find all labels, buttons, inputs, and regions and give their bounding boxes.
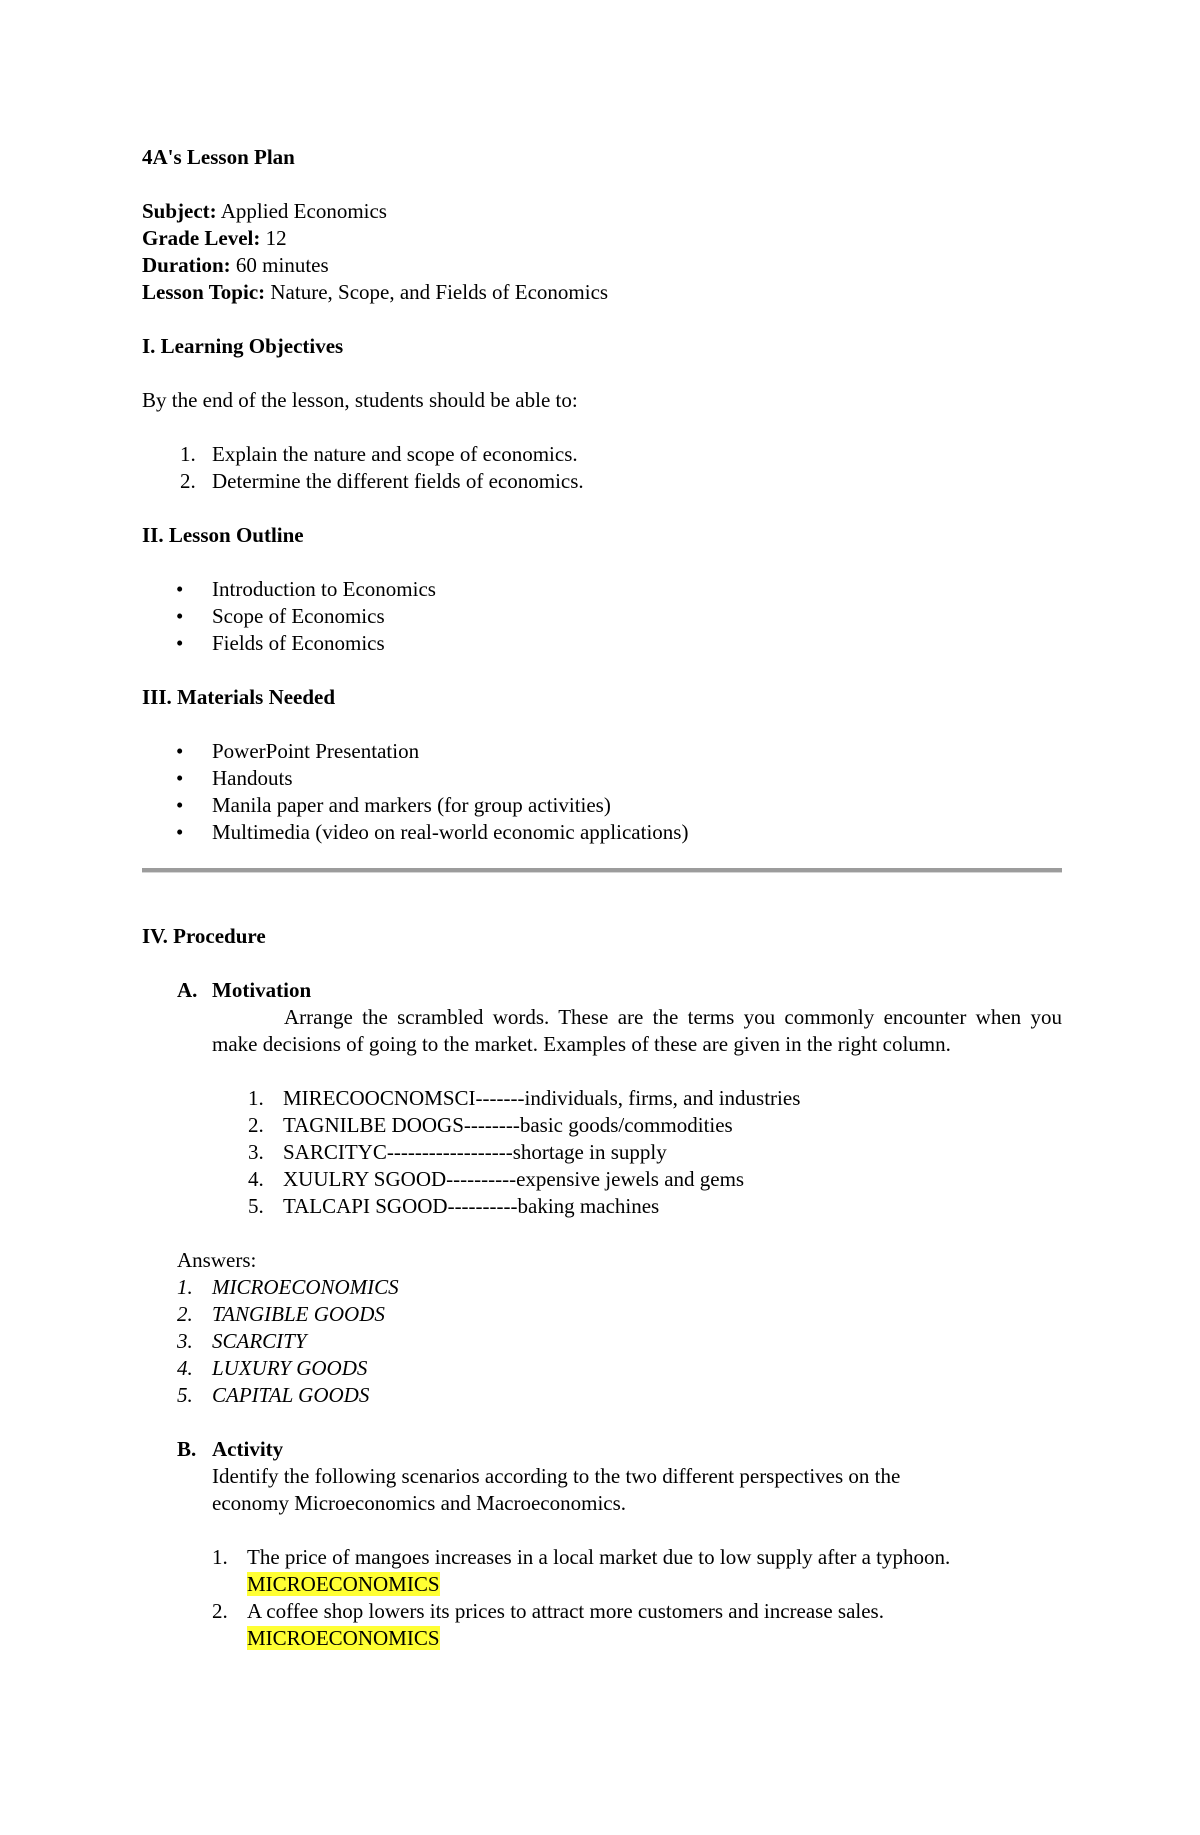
- meta-label: Lesson Topic:: [142, 280, 266, 304]
- meta-value: 12: [260, 226, 287, 250]
- bullet-icon: •: [176, 793, 184, 817]
- scrambled-words-list: [142, 1085, 1060, 1220]
- answer-text: TANGIBLE GOODS: [212, 1302, 385, 1326]
- list-number: 1.: [177, 1275, 193, 1299]
- meta-duration: [142, 252, 1060, 279]
- answer-item: [177, 1382, 1060, 1409]
- bullet-icon: •: [176, 739, 184, 763]
- activity-body: [142, 1463, 1060, 1517]
- list-text: Handouts: [212, 766, 293, 790]
- list-number: 1.: [180, 442, 196, 466]
- list-text: XUULRY SGOOD----------expensive jewels and gems: [283, 1167, 745, 1191]
- list-number: 4.: [248, 1167, 264, 1191]
- list-number: 2.: [248, 1113, 264, 1137]
- meta-grade-level: [142, 225, 1060, 252]
- list-number: 1.: [212, 1545, 228, 1569]
- meta-label: Duration:: [142, 253, 231, 277]
- list-item: [142, 468, 1060, 495]
- list-item: [142, 819, 1060, 846]
- list-text: Explain the nature and scope of economics.: [212, 442, 578, 466]
- list-number: 1.: [248, 1086, 264, 1110]
- list-item: [142, 1598, 1060, 1652]
- list-item: [142, 1193, 1060, 1220]
- list-item: [142, 792, 1060, 819]
- activity-paragraph-line: Identify the following scenarios according to the two different perspectives on the: [212, 1464, 901, 1488]
- materials-list: [142, 738, 1060, 846]
- motivation-paragraph: [212, 1004, 1062, 1058]
- list-item: [142, 1544, 1060, 1598]
- highlighted-answer: MICROECONOMICS: [247, 1626, 440, 1650]
- meta-label: Subject:: [142, 199, 217, 223]
- meta-value: 60 minutes: [230, 253, 329, 277]
- meta-value: Applied Economics: [216, 199, 387, 223]
- section-letter: A.: [177, 978, 198, 1002]
- answer-text: CAPITAL GOODS: [212, 1383, 370, 1407]
- list-text: TAGNILBE DOOGS--------basic goods/commodities: [283, 1113, 733, 1137]
- section-title: Activity: [212, 1437, 284, 1461]
- objectives-heading: I. Learning Objectives: [142, 334, 344, 358]
- answer-text: MICROECONOMICS: [212, 1275, 399, 1299]
- outline-heading: II. Lesson Outline: [142, 523, 304, 547]
- list-number: 2.: [177, 1302, 193, 1326]
- bullet-icon: •: [176, 577, 184, 601]
- bullet-icon: •: [176, 766, 184, 790]
- objectives-list: [142, 441, 1060, 495]
- list-item: [142, 441, 1060, 468]
- list-item: [142, 1166, 1060, 1193]
- paragraph-text: Arrange the scrambled words. These are the terms you commonly encounter when you make decisions of going to the market. Examples of these are given in the right column.: [212, 1005, 1062, 1056]
- motivation-body: [142, 1004, 1060, 1058]
- answer-item: [177, 1328, 1060, 1355]
- list-text: Multimedia (video on real-world economic applications): [212, 820, 689, 844]
- answers-block: [142, 1247, 1060, 1409]
- list-item: [142, 1139, 1060, 1166]
- list-text: Determine the different fields of economics.: [212, 469, 584, 493]
- meta-block: [142, 198, 1060, 306]
- materials-heading: III. Materials Needed: [142, 685, 336, 709]
- list-text: PowerPoint Presentation: [212, 739, 420, 763]
- highlighted-answer: MICROECONOMICS: [247, 1572, 440, 1596]
- section-title: Motivation: [212, 978, 312, 1002]
- list-text: SARCITYC------------------shortage in supply: [283, 1140, 667, 1164]
- procedure-heading: IV. Procedure: [142, 924, 266, 948]
- bullet-icon: •: [176, 820, 184, 844]
- answer-item: [177, 1301, 1060, 1328]
- document-title: 4A's Lesson Plan: [142, 145, 295, 169]
- list-number: 2.: [180, 469, 196, 493]
- meta-value: Nature, Scope, and Fields of Economics: [265, 280, 609, 304]
- answers-label: Answers:: [177, 1248, 257, 1272]
- bullet-icon: •: [176, 631, 184, 655]
- list-item: [142, 1112, 1060, 1139]
- list-text: Scope of Economics: [212, 604, 385, 628]
- list-text: Manila paper and markers (for group activities): [212, 793, 611, 817]
- activity-list: [142, 1544, 1060, 1652]
- list-text: Fields of Economics: [212, 631, 385, 655]
- meta-subject: [142, 198, 1060, 225]
- list-item: [142, 630, 1060, 657]
- list-number: 2.: [212, 1599, 228, 1623]
- answer-text: LUXURY GOODS: [212, 1356, 368, 1380]
- objectives-intro: By the end of the lesson, students should be able to:: [142, 388, 578, 412]
- list-item: [142, 1085, 1060, 1112]
- answer-item: [177, 1355, 1060, 1382]
- list-item: [142, 738, 1060, 765]
- activity-paragraph-line: economy Microeconomics and Macroeconomics.: [212, 1491, 627, 1515]
- list-number: 3.: [248, 1140, 264, 1164]
- list-text: TALCAPI SGOOD----------baking machines: [283, 1194, 660, 1218]
- list-item: [142, 765, 1060, 792]
- activity-heading: [142, 1436, 1060, 1463]
- meta-label: Grade Level:: [142, 226, 261, 250]
- list-text: Introduction to Economics: [212, 577, 436, 601]
- answer-item: [177, 1274, 1060, 1301]
- section-letter: B.: [177, 1437, 197, 1461]
- bullet-icon: •: [176, 604, 184, 628]
- list-number: 3.: [177, 1329, 193, 1353]
- list-item: [142, 576, 1060, 603]
- list-text: MIRECOOCNOMSCI-------individuals, firms, and industries: [283, 1086, 801, 1110]
- meta-lesson-topic: [142, 279, 1060, 306]
- list-number: 5.: [177, 1383, 193, 1407]
- list-number: 4.: [177, 1356, 193, 1380]
- scenario-text: A coffee shop lowers its prices to attract more customers and increase sales.: [247, 1599, 884, 1623]
- answer-text: SCARCITY: [212, 1329, 307, 1353]
- outline-list: [142, 576, 1060, 657]
- scenario-text: The price of mangoes increases in a local market due to low supply after a typhoon.: [247, 1545, 951, 1569]
- list-item: [142, 603, 1060, 630]
- motivation-heading: [142, 977, 1060, 1004]
- list-number: 5.: [248, 1194, 264, 1218]
